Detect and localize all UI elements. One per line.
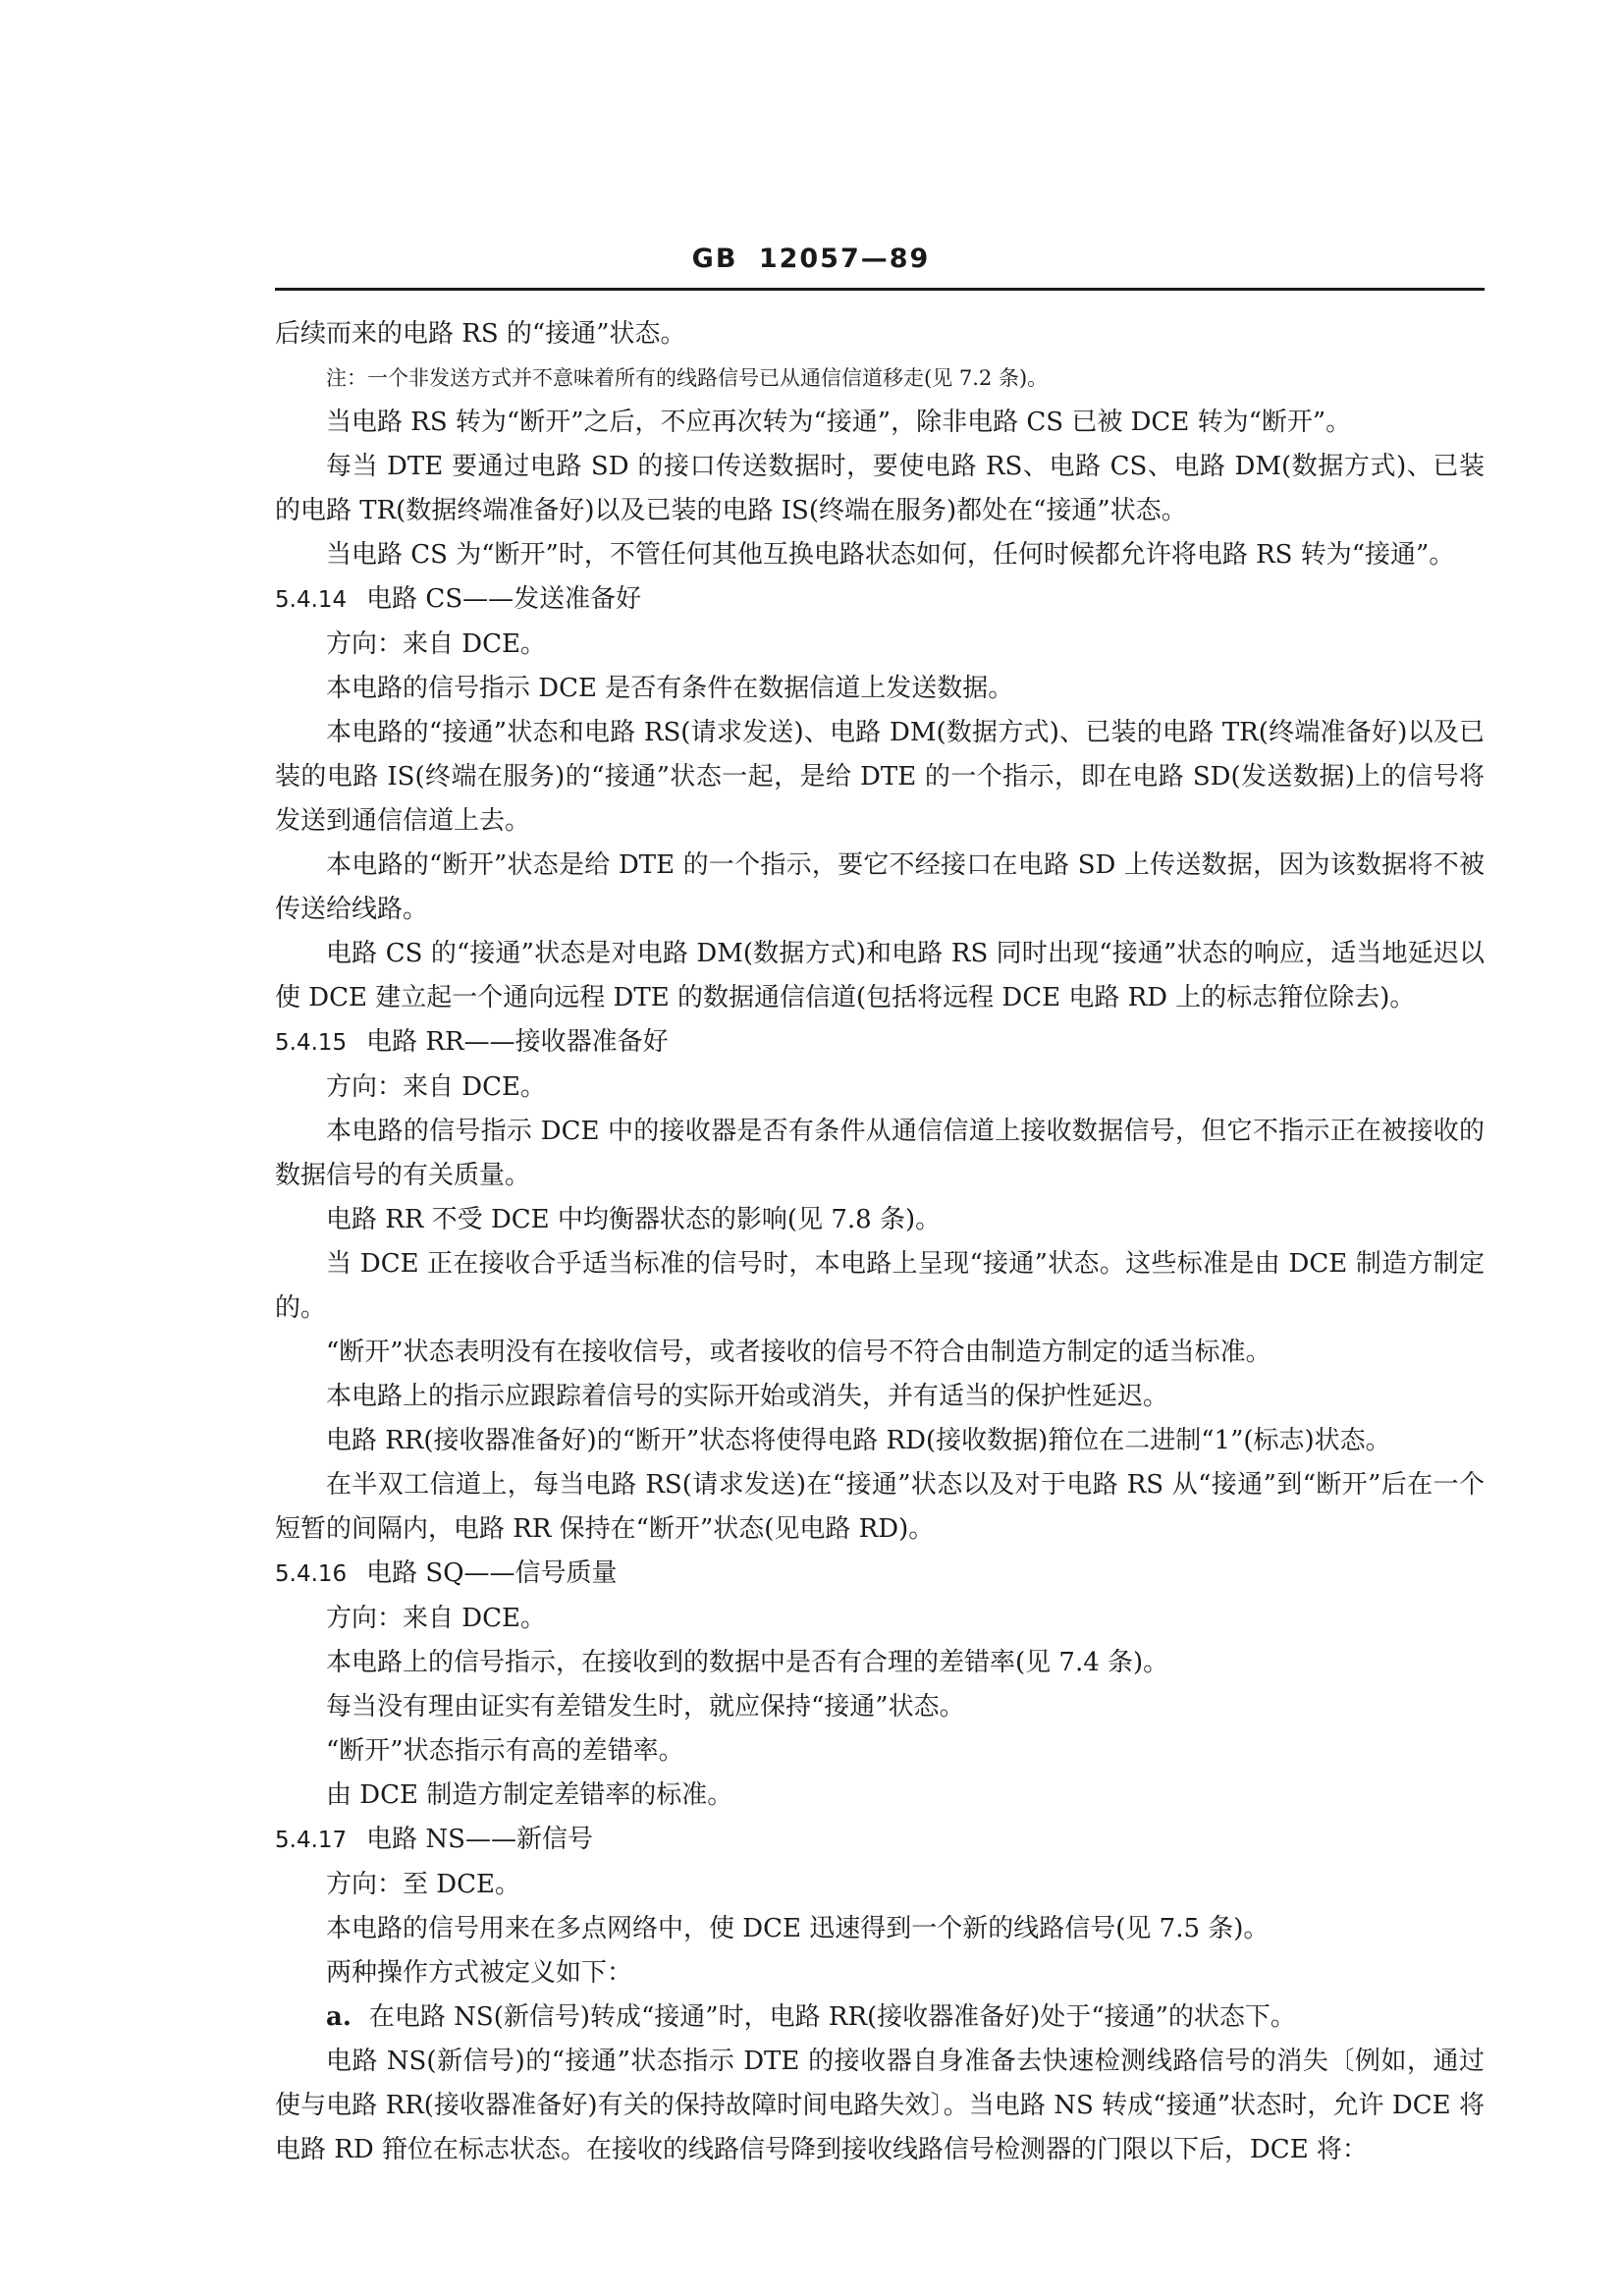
body-paragraph: 本电路的“断开”状态是给 DTE 的一个指示，要它不经接口在电路 SD 上传送数据，因为该数据将不被传送给线路。 — [275, 850, 1485, 924]
body-paragraph: 方向：来自 DCE。 — [326, 1072, 546, 1102]
list-marker: a. — [326, 2002, 351, 2032]
section-heading — [275, 1020, 1485, 1066]
section-title: 电路 SQ——信号质量 — [366, 1558, 618, 1588]
body-paragraph: 电路 RR(接收器准备好)的“断开”状态将使得电路 RD(接收数据)箝位在二进制“1”(标志)状态。 — [326, 1426, 1391, 1455]
body-paragraph: 当 DCE 正在接收合乎适当标准的信号时，本电路上呈现“接通”状态。这些标准是由 DCE 制造方制定的。 — [275, 1249, 1485, 1323]
page-header — [0, 244, 1622, 274]
note-paragraph: 注：一个非发送方式并不意味着所有的线路信号已从通信信道移走(见 7.2 条)。 — [326, 366, 1049, 390]
standard-prefix: GB — [691, 244, 738, 274]
section-heading — [275, 577, 1485, 623]
body-paragraph: 后续而来的电路 RS 的“接通”状态。 — [275, 319, 686, 349]
section-title: 电路 RR——接收器准备好 — [366, 1027, 669, 1057]
body-paragraph: 本电路的“接通”状态和电路 RS(请求发送)、电路 DM(数据方式)、已装的电路 TR(终端准备好)以及已装的电路 IS(终端在服务)的“接通”状态一起，是给 DTE 的一个指示，即在电路 SD(发送数据)上的信号将发送到通信信道上去。 — [275, 718, 1485, 836]
body-paragraph: 两种操作方式被定义如下： — [326, 1958, 633, 1988]
section-number: 5.4.17 — [275, 1828, 348, 1853]
list-item — [275, 1995, 1485, 2040]
section-heading — [275, 1552, 1485, 1597]
body-paragraph: 在半双工信道上，每当电路 RS(请求发送)在“接通”状态以及对于电路 RS 从“接通”到“断开”后在一个短暂的间隔内，电路 RR 保持在“断开”状态(见电路 RD)。 — [275, 1470, 1485, 1544]
header-rule — [275, 288, 1485, 291]
body-paragraph: “断开”状态指示有高的差错率。 — [326, 1736, 684, 1766]
section-heading — [275, 1818, 1485, 1863]
body-paragraph: “断开”状态表明没有在接收信号，或者接收的信号不符合由制造方制定的适当标准。 — [326, 1338, 1271, 1367]
section-number: 5.4.16 — [275, 1561, 348, 1587]
body-paragraph: 由 DCE 制造方制定差错率的标准。 — [326, 1780, 733, 1810]
body-paragraph: 当电路 RS 转为“断开”之后，不应再次转为“接通”，除非电路 CS 已被 DCE 转为“断开”。 — [326, 408, 1352, 437]
body-paragraph: 电路 RR 不受 DCE 中均衡器状态的影响(见 7.8 条)。 — [326, 1205, 942, 1234]
body-paragraph: 当电路 CS 为“断开”时，不管任何其他互换电路状态如何，任何时候都允许将电路 RS 转为“接通”。 — [326, 540, 1455, 570]
body-paragraph: 电路 NS(新信号)的“接通”状态指示 DTE 的接收器自身准备去快速检测线路信号的消失〔例如，通过使与电路 RR(接收器准备好)有关的保持故障时间电路失效〕。当电路 NS 转成“接通”状态时，允许 DCE 将电路 RD 箝位在标志状态。在接收的线路信号降到接收线路信号检测器的门限以下后，DCE 将： — [275, 2047, 1485, 2164]
body-paragraph: 方向：来自 DCE。 — [326, 629, 546, 659]
body-paragraph: 电路 CS 的“接通”状态是对电路 DM(数据方式)和电路 RS 同时出现“接通”状态的响应，适当地延迟以使 DCE 建立起一个通向远程 DTE 的数据通信信道(包括将远程 DCE 电路 RD 上的标志箝位除去)。 — [275, 939, 1485, 1012]
body-paragraph: 本电路的信号指示 DCE 是否有条件在数据信道上发送数据。 — [326, 674, 1014, 703]
standard-number: 12057—89 — [758, 244, 931, 274]
section-title: 电路 CS——发送准备好 — [366, 584, 642, 614]
body-paragraph: 方向：至 DCE。 — [326, 1870, 520, 1899]
section-number: 5.4.15 — [275, 1030, 348, 1056]
body-paragraph: 本电路上的信号指示，在接收到的数据中是否有合理的差错率(见 7.4 条)。 — [326, 1648, 1169, 1677]
body-paragraph: 本电路的信号用来在多点网络中，使 DCE 迅速得到一个新的线路信号(见 7.5 条)。 — [326, 1914, 1270, 1943]
body-paragraph: 每当没有理由证实有差错发生时，就应保持“接通”状态。 — [326, 1692, 965, 1722]
body-paragraph: 本电路上的指示应跟踪着信号的实际开始或消失，并有适当的保护性延迟。 — [326, 1382, 1169, 1411]
section-number: 5.4.14 — [275, 587, 348, 613]
document-body — [275, 312, 1485, 2172]
list-item-text: 在电路 NS(新信号)转成“接通”时，电路 RR(接收器准备好)处于“接通”的状态下。 — [368, 2002, 1296, 2032]
body-paragraph: 方向：来自 DCE。 — [326, 1604, 546, 1633]
body-paragraph: 本电路的信号指示 DCE 中的接收器是否有条件从通信信道上接收数据信号，但它不指示正在被接收的数据信号的有关质量。 — [275, 1117, 1485, 1190]
section-title: 电路 NS——新信号 — [366, 1825, 593, 1854]
body-paragraph: 每当 DTE 要通过电路 SD 的接口传送数据时，要使电路 RS、电路 CS、电路 DM(数据方式)、已装的电路 TR(数据终端准备好)以及已装的电路 IS(终端在服务)都处在“接通”状态。 — [275, 452, 1485, 525]
